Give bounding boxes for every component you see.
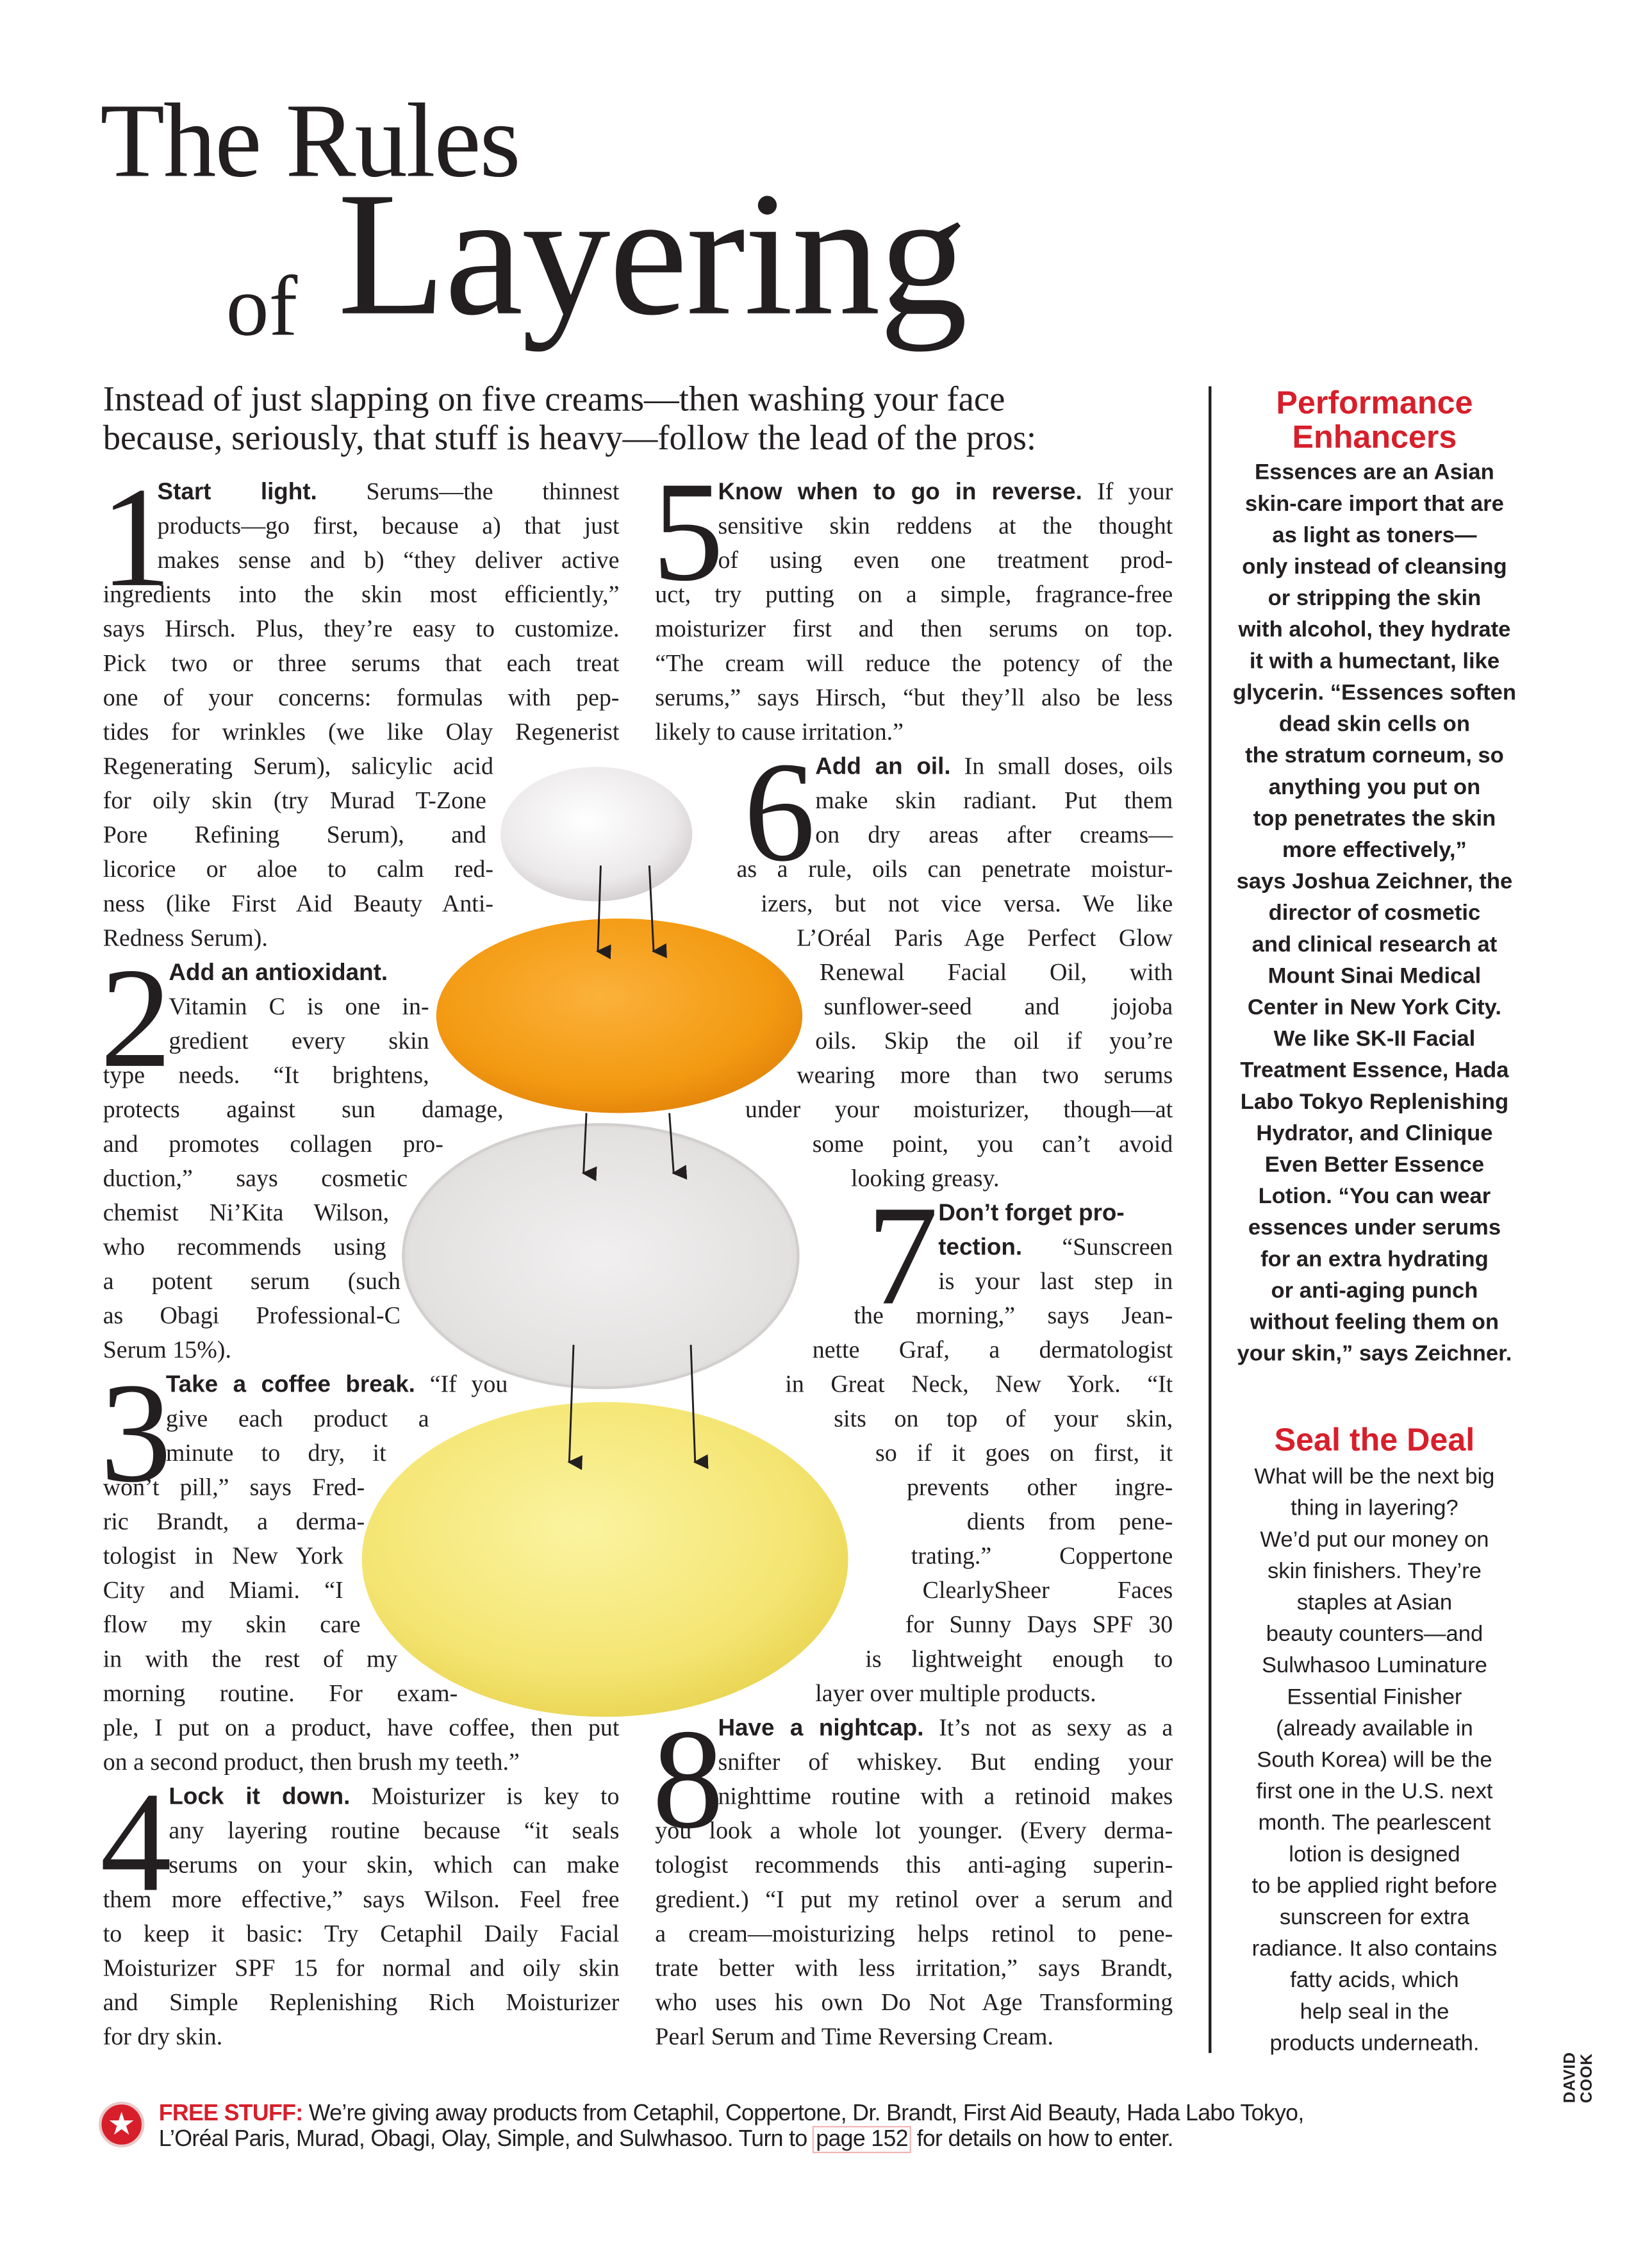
article-text: of using even one treatment prod- xyxy=(718,546,1173,574)
article-text: serums on your skin, which can make xyxy=(169,1851,620,1879)
sidebar-line: Even Better Essence xyxy=(1264,1152,1485,1177)
article-line xyxy=(103,1745,620,1780)
article-text: sensitive skin reddens at the thought xyxy=(718,512,1173,540)
article-text: says Hirsch. Plus, they’re easy to customize. xyxy=(103,615,620,643)
article-line xyxy=(718,1745,1173,1780)
section-lead: Add an antioxidant. xyxy=(169,960,388,986)
sidebar-line: for an extra hydrating xyxy=(1260,1247,1489,1272)
article-text: the morning,” says Jean- xyxy=(854,1302,1173,1329)
section-lead: Have a nightcap. xyxy=(718,1715,924,1742)
free-stuff-line xyxy=(159,2102,1304,2127)
sidebar-line: Labo Tokyo Replenishing xyxy=(1240,1090,1509,1115)
article-line xyxy=(103,1299,401,1334)
article-line xyxy=(166,1436,386,1471)
article-text: duction,” says cosmetic xyxy=(103,1164,408,1192)
article-text: who uses his own Do Not Age Transforming xyxy=(655,1988,1173,2016)
sidebar-line: Mount Sinai Medical xyxy=(1268,964,1482,989)
article-text: oils. Skip the oil if you’re xyxy=(815,1027,1173,1054)
article-text: tides for wrinkles (we like Olay Regenerist xyxy=(103,718,620,745)
article-line xyxy=(103,853,493,887)
article-text: Pore Refining Serum), and xyxy=(103,821,486,849)
article-line xyxy=(797,1059,1173,1094)
article-line xyxy=(655,1917,1173,1952)
article-text: uct, try putting on a simple, fragrance-free xyxy=(655,581,1173,608)
article-line xyxy=(103,1161,408,1196)
sidebar-performance-enhancers xyxy=(1223,387,1526,1371)
sidebar-line: only instead of cleansing xyxy=(1242,555,1507,579)
article-line xyxy=(655,681,1173,715)
article-line xyxy=(815,1677,1155,1711)
article-text: wearing more than two serums xyxy=(797,1061,1173,1089)
drop-cap-4: 4 xyxy=(100,1762,172,1922)
article-text: serums,” says Hirsch, “but they’ll also be less xyxy=(655,683,1173,711)
drop-cap-8: 8 xyxy=(652,1699,724,1859)
article-text: ingredients into the skin most efficiently,” xyxy=(103,581,620,608)
drop-cap-1: 1 xyxy=(100,458,172,617)
article-text: trating.” Coppertone xyxy=(911,1542,1173,1570)
article-line xyxy=(103,1574,343,1608)
article-line xyxy=(103,1883,620,1917)
drop-cap-7: 7 xyxy=(866,1176,939,1335)
sidebar-line: thing in layering? xyxy=(1291,1496,1458,1521)
article-line xyxy=(785,1368,1173,1402)
article-text: as Obagi Professional-C xyxy=(103,1302,401,1329)
article-line xyxy=(834,1402,1173,1436)
article-text: Redness Serum). xyxy=(103,924,268,952)
section-lead: Know when to go in reverse. xyxy=(718,479,1082,505)
article-line xyxy=(103,681,620,715)
article-line xyxy=(745,1093,1173,1127)
sidebar-line: and clinical research at xyxy=(1251,933,1498,958)
article-line xyxy=(103,1951,620,1986)
article-line xyxy=(169,1780,619,1815)
article-text: for oily skin (try Murad T-Zone xyxy=(103,786,486,815)
article-text: ClearlySheer Faces xyxy=(922,1576,1173,1604)
article-line xyxy=(166,1402,429,1436)
free-stuff-line xyxy=(159,2127,1173,2153)
article-text: chemist Ni’Kita Wilson, xyxy=(103,1199,390,1226)
sidebar-heading: Seal the Deal xyxy=(1274,1422,1475,1458)
article-line xyxy=(103,612,620,647)
article-text: for dry skin. xyxy=(103,2023,223,2051)
article-text: ric Brandt, a derma- xyxy=(103,1508,365,1535)
sidebar-line: We like SK-II Facial xyxy=(1273,1027,1476,1052)
article-text: nighttime routine with a retinoid makes xyxy=(718,1783,1173,1810)
free-stuff-text: L’Oréal Paris, Murad, Obagi, Olay, Simple, and Sulwhasoo. Turn to xyxy=(158,2127,813,2152)
article-text: minute to dry, it xyxy=(165,1439,386,1467)
sidebar-line: radiance. It also contains xyxy=(1251,1937,1498,1962)
title-line-1: The Rules xyxy=(100,83,520,201)
article-text: products—go first, because a) that just xyxy=(157,512,620,540)
star-icon: ★ xyxy=(99,2102,144,2147)
article-text: so if it goes on first, it xyxy=(875,1439,1173,1467)
article-line xyxy=(169,1814,619,1849)
sidebar-line: essences under serums xyxy=(1248,1216,1501,1241)
sidebar-heading: Enhancers xyxy=(1292,419,1457,455)
page-link[interactable]: page 152 xyxy=(813,2126,911,2153)
intro-line: because, seriously, that stuff is heavy—follow the lead of the pros: xyxy=(103,419,1037,458)
sidebar-line: sunscreen for extra xyxy=(1279,1906,1470,1930)
article-text: In small doses, oils xyxy=(950,753,1173,780)
sidebar-line: as light as toners— xyxy=(1272,523,1477,548)
sidebar-line: the stratum corneum, so xyxy=(1245,744,1504,769)
article-text: on a second product, then brush my teeth.” xyxy=(103,1748,520,1776)
article-text: type needs. “It brightens, xyxy=(103,1061,429,1089)
article-text: Moisturizer is key to xyxy=(350,1783,620,1810)
article-text: sits on top of your skin, xyxy=(834,1404,1173,1433)
article-line xyxy=(103,1642,398,1677)
article-line xyxy=(158,544,620,578)
sidebar-line: lotion is designed xyxy=(1289,1842,1460,1867)
article-text: licorice or aloe to calm red- xyxy=(103,855,494,883)
article-text: ness (like First Aid Beauty Anti- xyxy=(103,890,494,917)
article-text: to keep it basic: Try Cetaphil Daily Facial xyxy=(103,1920,620,1947)
article-text: for Sunny Days SPF 30 xyxy=(905,1611,1173,1638)
sidebar-line: your skin,” says Zeichner. xyxy=(1237,1342,1512,1367)
title-main: Layering xyxy=(337,156,966,353)
article-text: likely to cause irritation.” xyxy=(655,718,904,745)
article-text: sunflower-seed and jojoba xyxy=(823,993,1173,1020)
article-line xyxy=(655,2020,1173,2055)
article-line xyxy=(718,544,1173,578)
article-line xyxy=(824,990,1173,1025)
essence-swatch-clear xyxy=(403,1124,798,1388)
article-line xyxy=(655,1814,1173,1849)
article-text: and promotes collagen pro- xyxy=(103,1130,443,1158)
article-line xyxy=(103,887,493,922)
column-divider xyxy=(1209,387,1210,2053)
article-line xyxy=(655,612,1173,647)
article-line xyxy=(169,1024,429,1059)
drop-cap-5: 5 xyxy=(652,452,724,611)
article-line xyxy=(103,647,620,681)
article-text: gredient every skin xyxy=(169,1027,429,1054)
article-text: L’Oréal Paris Age Perfect Glow xyxy=(797,924,1173,952)
sidebar-line: Center in New York City. xyxy=(1247,995,1501,1020)
article-text: flow my skin care xyxy=(103,1611,361,1638)
sidebar-line: top penetrates the skin xyxy=(1253,806,1496,831)
sidebar-line: Sulwhasoo Luminature xyxy=(1261,1654,1487,1679)
article-line xyxy=(103,1677,458,1711)
article-text: a potent serum (such xyxy=(103,1267,401,1295)
free-stuff-text: for details on how to enter. xyxy=(911,2127,1173,2152)
free-stuff-text: We’re giving away products from Cetaphil, Coppertone, Dr. Brandt, First Aid Beauty, Hada Labo Tokyo, xyxy=(302,2101,1304,2126)
sidebar-line: South Korea) will be the xyxy=(1257,1748,1492,1773)
article-text: morning routine. For exam- xyxy=(103,1679,458,1707)
article-line xyxy=(797,921,1173,956)
article-text: won’t pill,” says Fred- xyxy=(103,1473,365,1501)
article-text: makes sense and b) “they deliver active xyxy=(157,546,620,574)
photo-credit: DAVID COOK xyxy=(1562,2051,1596,2104)
article-text: in with the rest of my xyxy=(103,1645,398,1673)
article-line xyxy=(718,1711,1173,1745)
sidebar-line: more effectively,” xyxy=(1282,838,1467,863)
article-line xyxy=(103,1093,504,1127)
section-lead: Take a coffee break. xyxy=(165,1372,415,1398)
sidebar-line: skin finishers. They’re xyxy=(1267,1559,1482,1584)
article-line xyxy=(103,1917,620,1952)
article-line xyxy=(718,475,1173,510)
sidebar-line: or stripping the skin xyxy=(1268,586,1482,611)
article-text: Vitamin C is one in- xyxy=(169,993,429,1020)
sidebar-line: We’d put our money on xyxy=(1260,1527,1489,1552)
article-text: tologist recommends this anti-aging superin- xyxy=(655,1851,1173,1879)
sidebar-line: Essences are an Asian xyxy=(1255,460,1494,485)
article-text: moisturizer first and then serums on top. xyxy=(655,615,1173,643)
article-text: is lightweight enough to xyxy=(865,1645,1173,1673)
sidebar-line: staples at Asian xyxy=(1296,1590,1453,1615)
article-line xyxy=(655,1951,1173,1986)
section-lead: Lock it down. xyxy=(169,1784,351,1810)
cream-swatch-yellow xyxy=(362,1402,848,1717)
article-text: Moisturizer SPF 15 for normal and oily skin xyxy=(103,1954,620,1982)
article-line xyxy=(103,1196,389,1231)
sidebar-seal-the-deal xyxy=(1223,1424,1526,2060)
article-line xyxy=(938,1196,1173,1231)
article-line xyxy=(938,1265,1173,1299)
article-line xyxy=(103,1608,361,1643)
article-line xyxy=(103,1127,443,1162)
article-line xyxy=(103,1265,401,1299)
article-text: you look a whole lot younger. (Every derma- xyxy=(655,1817,1173,1845)
sidebar-line: to be applied right before xyxy=(1251,1874,1498,1899)
article-line xyxy=(103,578,620,613)
article-text: City and Miami. “I xyxy=(103,1576,343,1604)
sidebar-line: help seal in the xyxy=(1300,2000,1450,2025)
article-text: Serums—the thinnest xyxy=(317,478,620,505)
article-text: Renewal Facial Oil, with xyxy=(819,958,1173,986)
article-text: as a rule, oils can penetrate moistur- xyxy=(736,855,1173,883)
article-line xyxy=(103,1231,386,1265)
sidebar-line: glycerin. “Essences soften xyxy=(1232,681,1517,706)
article-line xyxy=(655,1849,1173,1883)
article-line xyxy=(815,819,1173,853)
article-text: ple, I put on a product, have coffee, then put xyxy=(103,1713,620,1742)
article-line xyxy=(718,510,1173,544)
article-text: one of your concerns: formulas with pep- xyxy=(103,683,620,711)
sidebar-heading: Performance xyxy=(1276,385,1473,421)
article-text: tologist in New York xyxy=(103,1542,343,1570)
sidebar-line: anything you put on xyxy=(1268,775,1481,800)
article-text: a cream—moisturizing helps retinol to pene- xyxy=(655,1920,1173,1947)
article-line xyxy=(907,1470,1173,1505)
sidebar-line: (already available in xyxy=(1276,1717,1473,1742)
article-line xyxy=(103,819,486,853)
article-text: give each product a xyxy=(165,1404,429,1433)
article-line xyxy=(718,1780,1173,1815)
article-line xyxy=(655,1986,1173,2020)
article-text: them more effective,” says Wilson. Feel free xyxy=(103,1885,620,1913)
sidebar-line: director of cosmetic xyxy=(1268,901,1481,926)
free-stuff-label: FREE STUFF: xyxy=(158,2101,303,2126)
article-text: izers, but not vice versa. We like xyxy=(761,890,1173,917)
article-line xyxy=(103,2020,620,2055)
article-text: any layering routine because “it seals xyxy=(169,1817,620,1845)
article-line xyxy=(103,1540,343,1574)
article-text: looking greasy. xyxy=(851,1164,1000,1192)
article-line xyxy=(815,1024,1173,1059)
article-text: “If you xyxy=(415,1370,508,1398)
drop-cap-6: 6 xyxy=(743,732,816,892)
article-line xyxy=(169,1849,619,1883)
article-line xyxy=(103,750,493,785)
section-lead: tection. xyxy=(938,1235,1023,1261)
article-text: layer over multiple products. xyxy=(815,1679,1096,1707)
article-text: nette Graf, a dermatologist xyxy=(812,1336,1173,1364)
serum-swatch-white xyxy=(500,767,692,901)
article-text: Pearl Serum and Time Reversing Cream. xyxy=(655,2023,1054,2051)
article-line xyxy=(158,475,620,510)
sidebar-line: Hydrator, and Clinique xyxy=(1256,1121,1493,1146)
article-text: dients from pene- xyxy=(966,1508,1173,1535)
drop-cap-3: 3 xyxy=(100,1353,172,1513)
sidebar-line: products underneath. xyxy=(1269,2031,1480,2056)
sidebar-line: dead skin cells on xyxy=(1278,712,1470,737)
article-line xyxy=(169,990,429,1025)
article-line xyxy=(655,647,1173,681)
article-text: some point, you can’t avoid xyxy=(812,1130,1173,1158)
section-lead: Add an oil. xyxy=(815,754,951,780)
article-text: and Simple Replenishing Rich Moisturizer xyxy=(103,1988,620,2016)
sidebar-line: it with a humectant, like xyxy=(1249,649,1500,674)
sidebar-line: Lotion. “You can wear xyxy=(1258,1185,1491,1210)
sidebar-line: What will be the next big xyxy=(1254,1465,1495,1490)
article-line xyxy=(655,1883,1173,1917)
article-text: is your last step in xyxy=(938,1267,1173,1295)
article-text: Pick two or three serums that each treat xyxy=(103,649,620,677)
article-line xyxy=(813,1127,1173,1162)
article-text: Serum 15%). xyxy=(103,1336,231,1364)
article-text: who recommends using xyxy=(103,1233,386,1261)
article-line xyxy=(158,510,620,544)
article-line xyxy=(865,1642,1173,1677)
article-text: It’s not as sexy as a xyxy=(923,1713,1173,1742)
article-line xyxy=(166,1368,508,1402)
article-line xyxy=(103,1986,620,2020)
sidebar-line: fatty acids, which xyxy=(1290,1968,1459,1993)
section-lead: Start light. xyxy=(157,479,317,505)
article-line xyxy=(923,1574,1173,1608)
article-line xyxy=(875,1436,1173,1471)
article-text: “The cream will reduce the potency of the xyxy=(655,649,1173,677)
article-text: If your xyxy=(1082,478,1173,505)
article-text: snifter of whiskey. But ending your xyxy=(718,1748,1173,1776)
sidebar-line: without feeling them on xyxy=(1250,1310,1499,1335)
article-line xyxy=(103,1711,620,1745)
sidebar-line: month. The pearlescent xyxy=(1258,1811,1491,1836)
sidebar-line: or anti-aging punch xyxy=(1271,1279,1478,1304)
article-text: “Sunscreen xyxy=(1022,1233,1173,1261)
title-of: of xyxy=(226,258,298,354)
article-line xyxy=(911,1540,1173,1574)
sidebar-line: first one in the U.S. next xyxy=(1256,1779,1493,1804)
article-text: protects against sun damage, xyxy=(103,1095,504,1124)
intro-line: Instead of just slapping on five creams—then washing your face xyxy=(103,380,1005,419)
sidebar-line: says Joshua Zeichner, the xyxy=(1236,870,1513,895)
article-line xyxy=(655,578,1173,613)
article-line xyxy=(820,956,1173,990)
article-text: on dry areas after creams— xyxy=(815,821,1173,849)
article-line xyxy=(967,1505,1173,1540)
article-line xyxy=(905,1608,1173,1643)
article-line xyxy=(655,715,1173,750)
sidebar-line: skin-care import that are xyxy=(1245,492,1504,517)
article-line xyxy=(103,784,486,819)
article-line xyxy=(169,956,426,990)
article-text: make skin radiant. Put them xyxy=(815,786,1173,815)
article-text: Regenerating Serum), salicylic acid xyxy=(103,753,494,780)
drop-cap-2: 2 xyxy=(100,938,172,1097)
article-line xyxy=(938,1231,1173,1265)
article-line xyxy=(813,1333,1173,1368)
article-text: under your moisturizer, though—at xyxy=(745,1095,1173,1124)
sidebar-line: with alcohol, they hydrate xyxy=(1238,618,1511,643)
article-text: trate better with less irritation,” says Brandt, xyxy=(655,1954,1173,1982)
sidebar-line: Essential Finisher xyxy=(1287,1685,1462,1710)
section-lead: Don’t forget pro- xyxy=(938,1200,1125,1226)
article-line xyxy=(815,784,1173,819)
article-text: prevents other ingre- xyxy=(907,1473,1173,1501)
article-line xyxy=(815,750,1173,785)
article-line xyxy=(761,887,1173,922)
article-text: in Great Neck, New York. “It xyxy=(785,1370,1173,1398)
sidebar-line: beauty counters—and xyxy=(1266,1622,1483,1647)
article-line xyxy=(103,715,620,750)
sidebar-line: Treatment Essence, Hada xyxy=(1240,1058,1509,1083)
article-text: gredient.) “I put my retinol over a serum and xyxy=(655,1885,1173,1913)
